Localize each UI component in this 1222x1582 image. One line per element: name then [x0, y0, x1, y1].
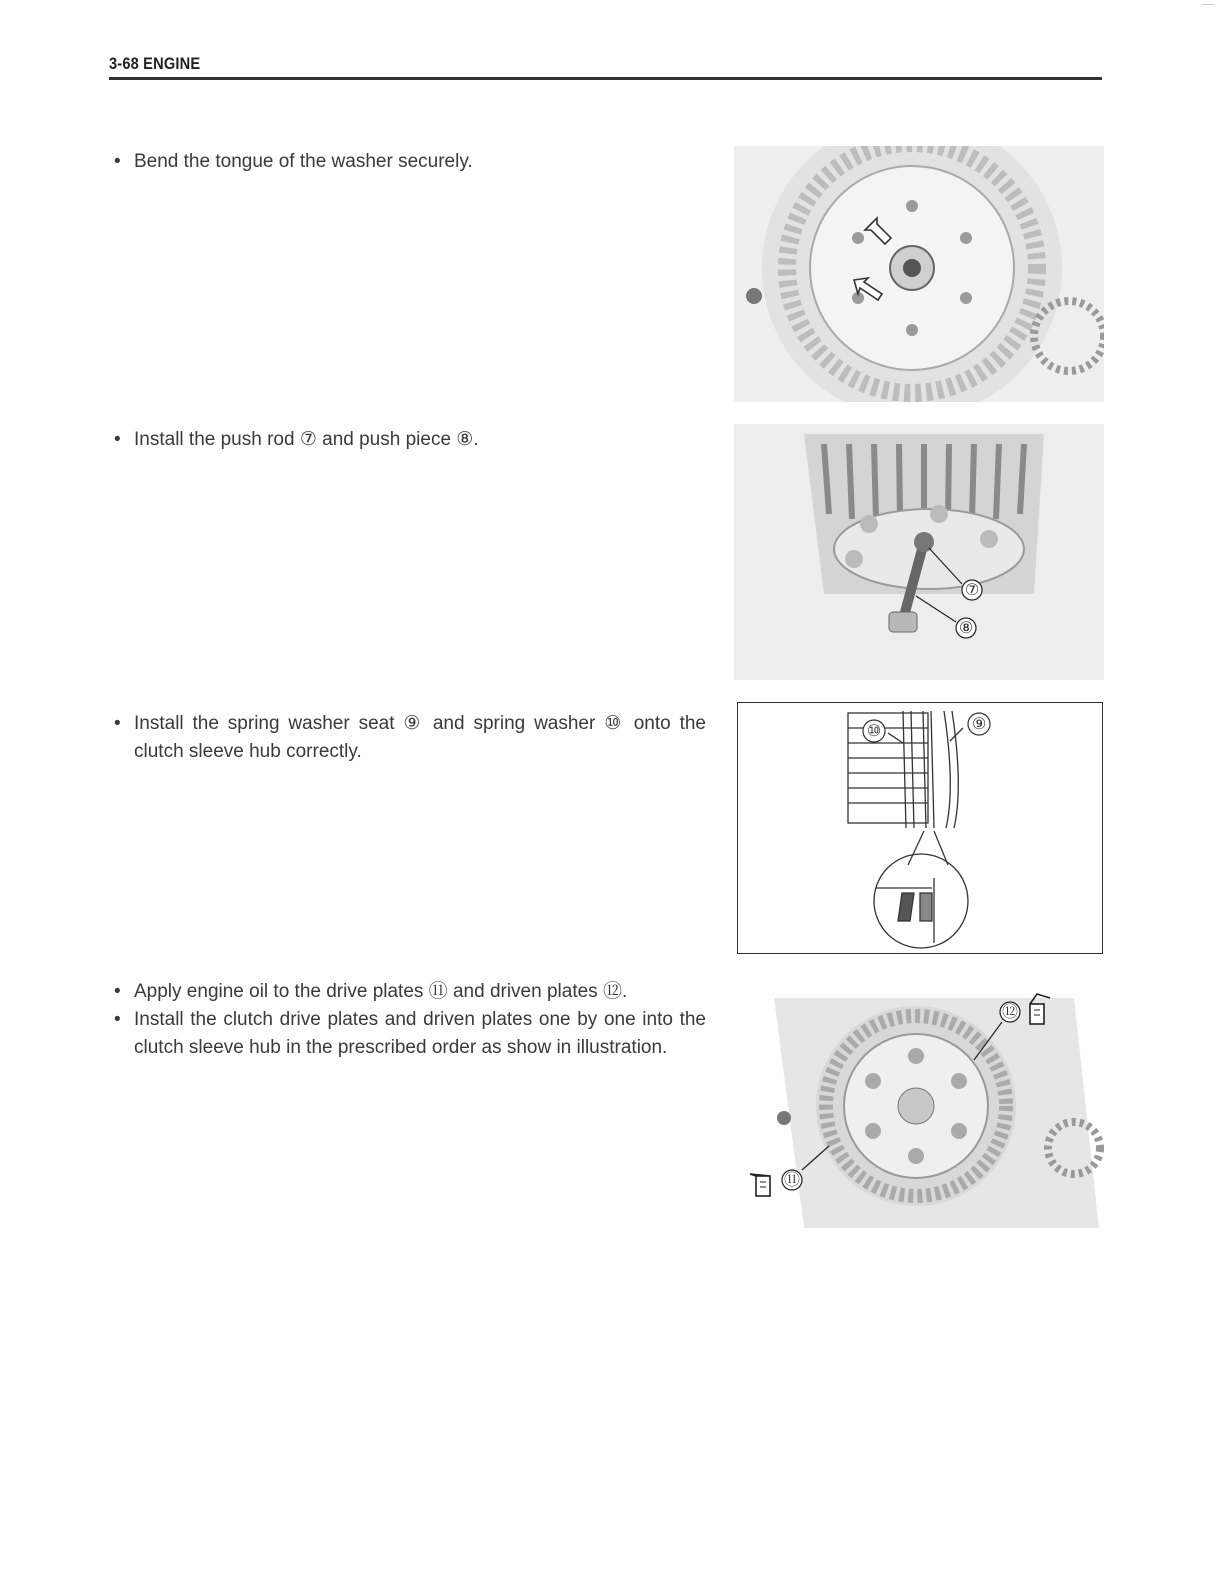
bullet-dot: •: [114, 151, 121, 172]
step-1: [114, 148, 706, 176]
bullet-item: [114, 978, 706, 1006]
bullet-dot: •: [114, 429, 121, 450]
callout-8: ⑧: [958, 618, 974, 637]
header-rule: [109, 77, 1102, 80]
step-4: [114, 978, 706, 1062]
bullet-item: [114, 426, 706, 454]
page-header-title: 3-68 ENGINE: [109, 54, 201, 73]
step-2: [114, 426, 706, 454]
push-rod-illustration: [734, 424, 1104, 680]
callout-12: ⑫: [1001, 1002, 1019, 1021]
figure-clutch-plates-photo: [734, 978, 1104, 1232]
bullet-item: [114, 148, 706, 176]
bullet-dot: •: [114, 1009, 121, 1030]
figure-spring-washer-drawing: [737, 702, 1103, 954]
step-3: [114, 710, 706, 766]
bullet-item: [114, 1006, 706, 1062]
figure-push-rod-photo: [734, 424, 1104, 680]
step-text: Install the clutch drive plates and driven plates one by one into the clutch sleeve hub in the prescribed order as show in illustration.: [134, 1009, 706, 1058]
clutch-hub-illustration: [734, 146, 1104, 402]
page-header: [109, 52, 1102, 82]
callout-11: ⑪: [783, 1170, 801, 1189]
callout-10: ⑩: [866, 721, 882, 740]
bullet-dot: •: [114, 981, 121, 1002]
callout-9: ⑨: [971, 714, 987, 733]
step-text: Apply engine oil to the drive plates ⑪ and driven plates ⑫.: [134, 981, 628, 1002]
step-text: Install the spring washer seat ⑨ and spring washer ⑩ onto the clutch sleeve hub correctly.: [134, 713, 706, 762]
callout-7: ⑦: [964, 580, 980, 599]
scan-mark: [1202, 4, 1214, 5]
figure-clutch-hub-photo: [734, 146, 1104, 402]
bullet-dot: •: [114, 713, 121, 734]
spring-washer-illustration: [738, 703, 1101, 952]
step-text: Bend the tongue of the washer securely.: [134, 151, 473, 172]
bullet-item: [114, 710, 706, 766]
clutch-plates-illustration: [734, 978, 1104, 1232]
step-text: Install the push rod ⑦ and push piece ⑧.: [134, 429, 479, 450]
